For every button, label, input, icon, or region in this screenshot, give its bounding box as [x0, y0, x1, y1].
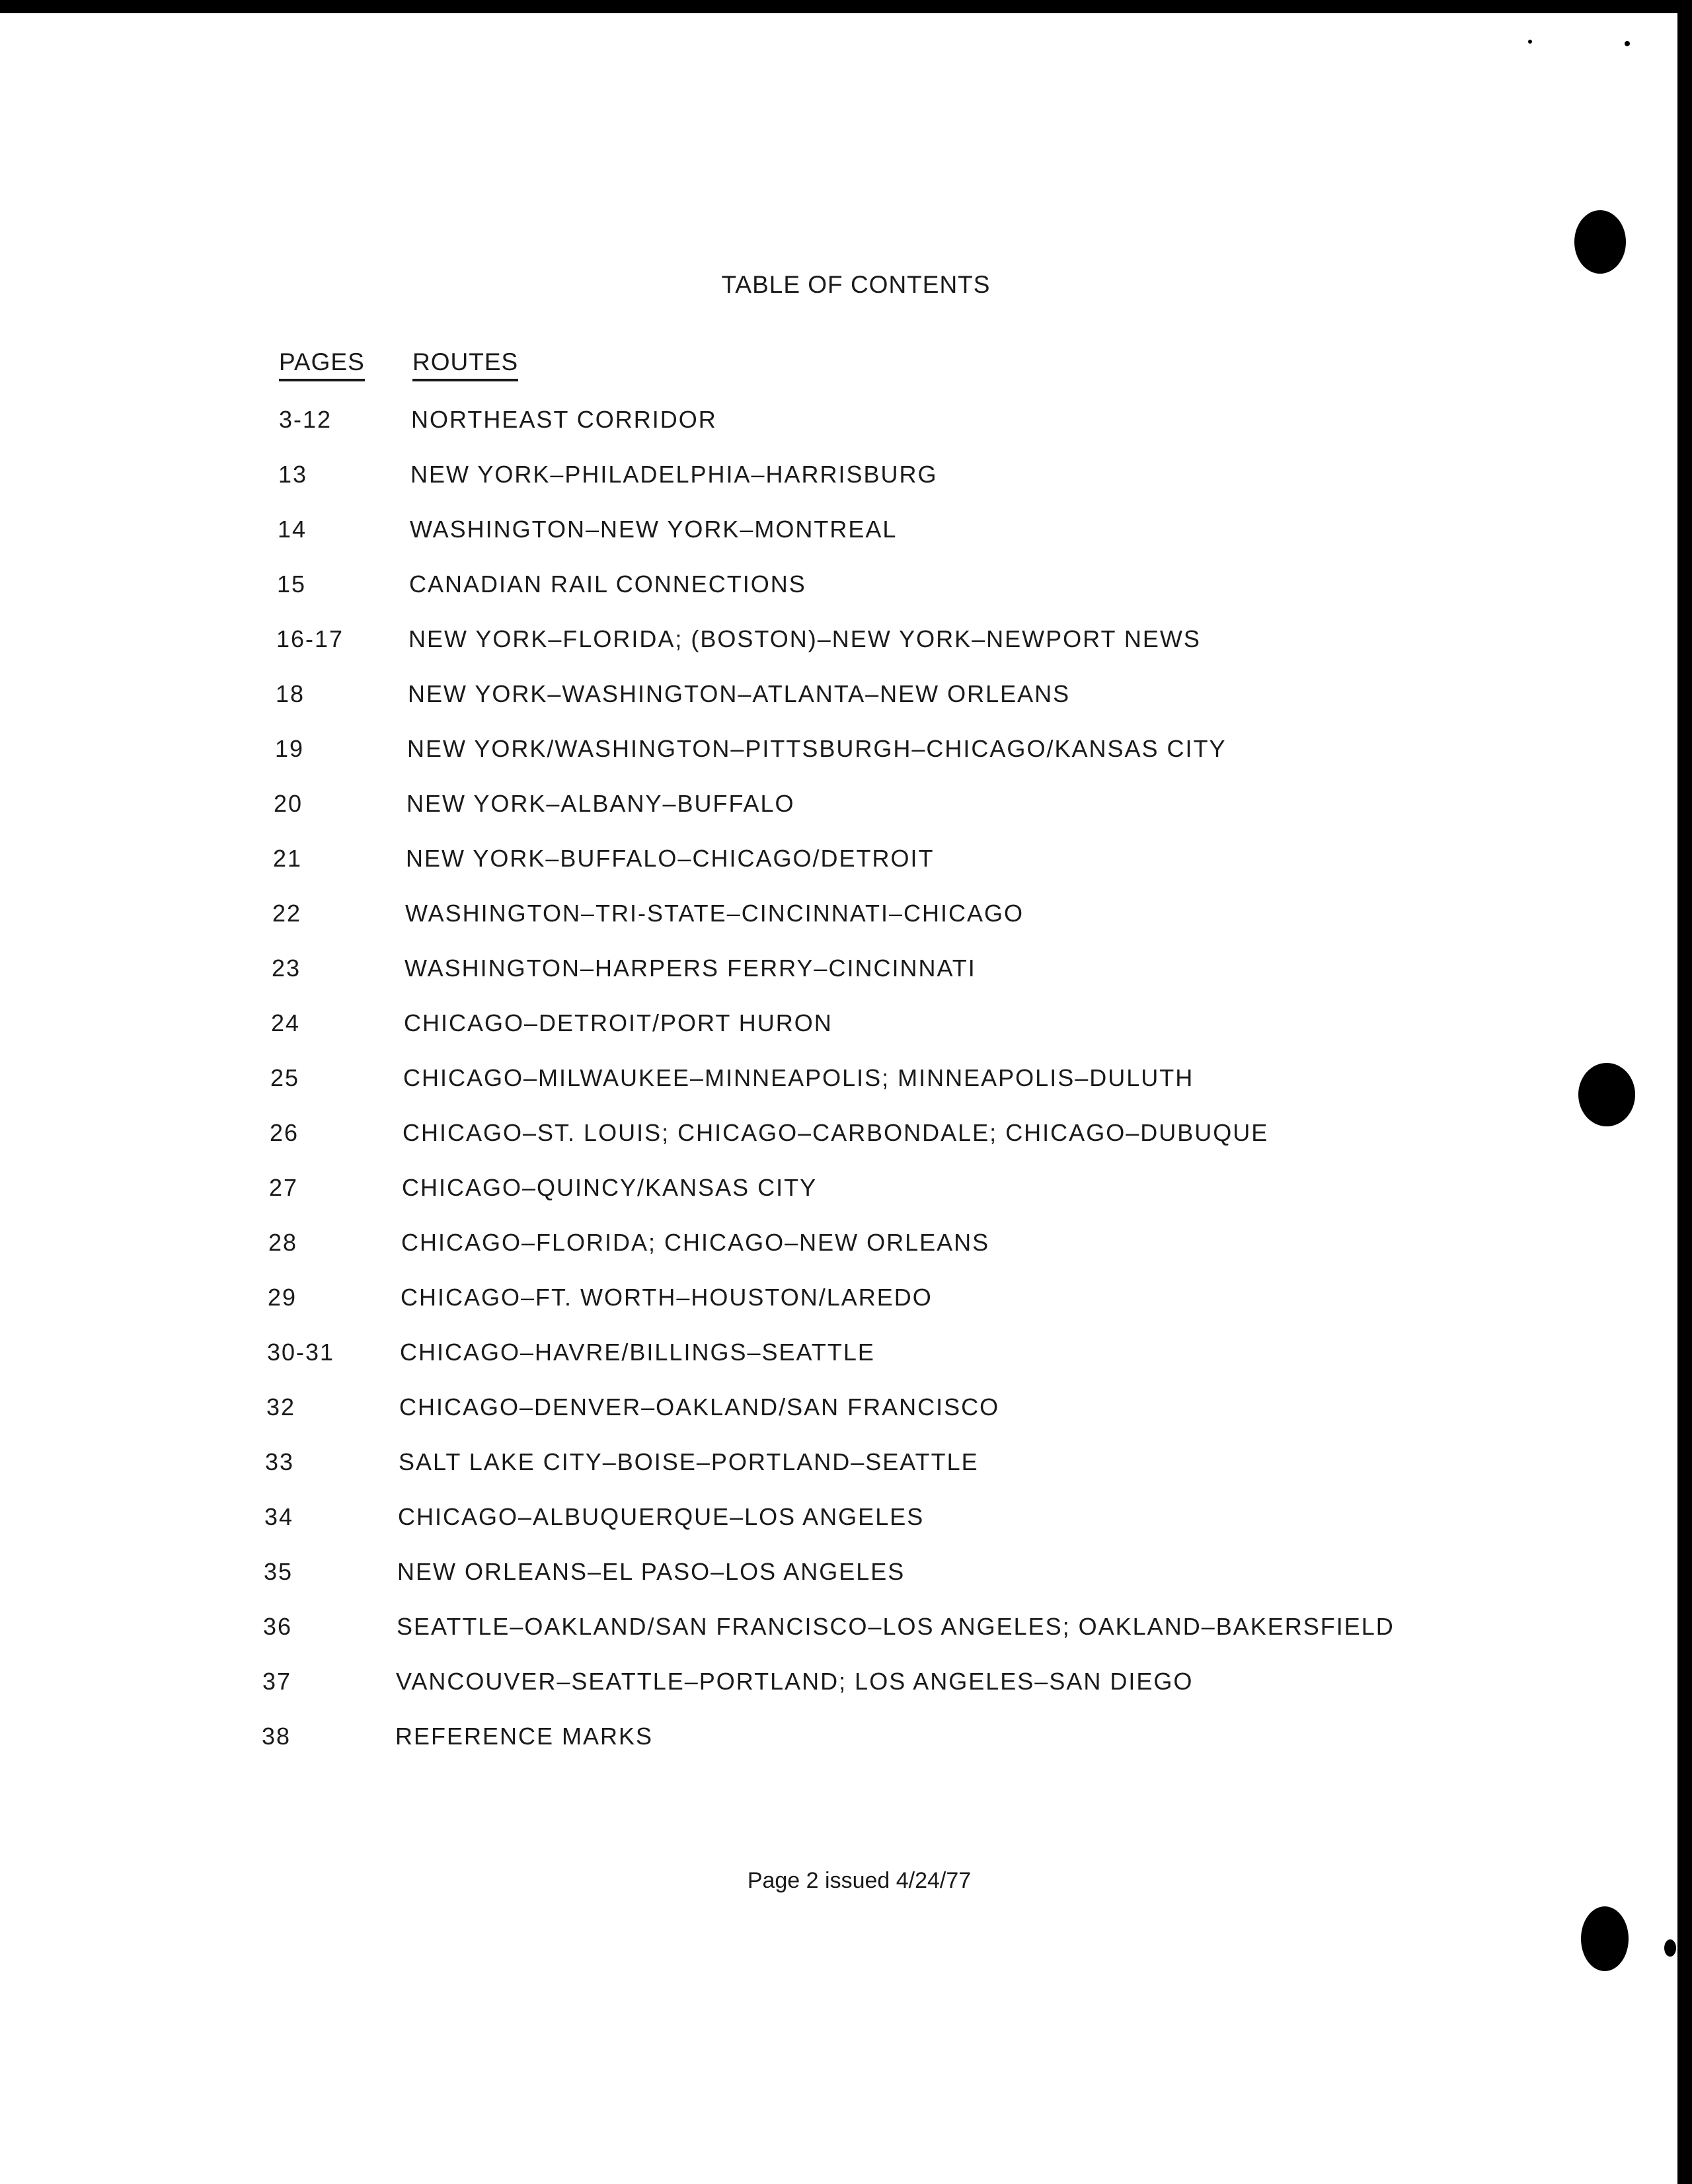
toc-entry-route: REFERENCE MARKS — [395, 1723, 654, 1750]
toc-entry-route: NEW YORK–BUFFALO–CHICAGO/DETROIT — [406, 845, 935, 872]
toc-entry-route: SALT LAKE CITY–BOISE–PORTLAND–SEATTLE — [399, 1448, 979, 1475]
toc-entry-route: CANADIAN RAIL CONNECTIONS — [409, 570, 806, 598]
toc-entry-pages: 32 — [266, 1393, 296, 1421]
toc-entry-route: NEW YORK–ALBANY–BUFFALO — [406, 790, 795, 817]
toc-entry-pages: 25 — [270, 1064, 300, 1091]
toc-entry-route: WASHINGTON–HARPERS FERRY–CINCINNATI — [404, 955, 976, 982]
toc-entry-route: CHICAGO–FLORIDA; CHICAGO–NEW ORLEANS — [401, 1229, 990, 1256]
toc-entry-pages: 23 — [272, 955, 301, 982]
toc-entry-pages: 14 — [278, 516, 307, 543]
toc-entry-route: WASHINGTON–TRI-STATE–CINCINNATI–CHICAGO — [405, 900, 1024, 927]
toc-entry-pages: 36 — [263, 1613, 293, 1640]
toc-entry-route: VANCOUVER–SEATTLE–PORTLAND; LOS ANGELES–SAN DIEGO — [396, 1668, 1194, 1695]
toc-entry-route: CHICAGO–ALBUQUERQUE–LOS ANGELES — [398, 1503, 925, 1530]
footer-issue-text: Page 2 issued 4/24/77 — [747, 1868, 972, 1893]
toc-entry-pages: 30-31 — [267, 1339, 335, 1366]
toc-entry-pages: 34 — [264, 1503, 294, 1530]
toc-entry-pages: 29 — [268, 1284, 297, 1311]
toc-entry-route: NEW ORLEANS–EL PASO–LOS ANGELES — [397, 1558, 905, 1585]
toc-entry-pages: 19 — [275, 735, 305, 762]
toc-entry-route: NEW YORK–FLORIDA; (BOSTON)–NEW YORK–NEWPORT NEWS — [408, 625, 1201, 652]
toc-entry-route: NEW YORK–PHILADELPHIA–HARRISBURG — [410, 461, 938, 488]
toc-entry-pages: 33 — [265, 1448, 295, 1475]
toc-entry-pages: 22 — [272, 900, 302, 927]
toc-entry-pages: 26 — [270, 1119, 299, 1146]
toc-entry-pages: 37 — [262, 1668, 292, 1695]
toc-entry-pages: 28 — [268, 1229, 298, 1256]
toc-entry-route: WASHINGTON–NEW YORK–MONTREAL — [410, 516, 898, 543]
toc-entry-route: SEATTLE–OAKLAND/SAN FRANCISCO–LOS ANGELES; OAKLAND–BAKERSFIELD — [397, 1613, 1395, 1640]
toc-entry-route: NEW YORK/WASHINGTON–PITTSBURGH–CHICAGO/KANSAS CITY — [407, 735, 1227, 762]
toc-entry-route: CHICAGO–ST. LOUIS; CHICAGO–CARBONDALE; CHICAGO–DUBUQUE — [403, 1119, 1269, 1146]
toc-entry-pages: 15 — [277, 570, 307, 598]
column-header-routes: ROUTES — [412, 349, 518, 381]
toc-entry-pages: 13 — [278, 461, 308, 488]
toc-entry-pages: 20 — [274, 790, 303, 817]
toc-entry-pages: 35 — [264, 1558, 293, 1585]
toc-entry-route: CHICAGO–DETROIT/PORT HURON — [404, 1009, 833, 1036]
toc-entry-route: CHICAGO–QUINCY/KANSAS CITY — [402, 1174, 818, 1201]
toc-entry-route: NORTHEAST CORRIDOR — [411, 406, 717, 433]
column-header-pages: PAGES — [279, 349, 365, 381]
toc-entry-pages: 21 — [273, 845, 303, 872]
page-footer — [0, 1868, 1692, 1894]
toc-entry-route: CHICAGO–HAVRE/BILLINGS–SEATTLE — [400, 1339, 875, 1366]
toc-entry-pages: 3-12 — [279, 406, 332, 433]
toc-entry-pages: 27 — [269, 1174, 299, 1201]
toc-entry-pages: 16-17 — [276, 625, 344, 652]
toc-entry-pages: 38 — [262, 1723, 291, 1750]
toc-entry-pages: 24 — [271, 1009, 301, 1036]
toc-entry-route: NEW YORK–WASHINGTON–ATLANTA–NEW ORLEANS — [408, 680, 1071, 707]
page-title: TABLE OF CONTENTS — [721, 271, 991, 298]
toc-entry-route: CHICAGO–DENVER–OAKLAND/SAN FRANCISCO — [399, 1393, 1000, 1421]
toc-entry-route: CHICAGO–FT. WORTH–HOUSTON/LAREDO — [401, 1284, 933, 1311]
toc-entry-pages: 18 — [276, 680, 305, 707]
toc-entry-route: CHICAGO–MILWAUKEE–MINNEAPOLIS; MINNEAPOLIS–DULUTH — [403, 1064, 1194, 1091]
